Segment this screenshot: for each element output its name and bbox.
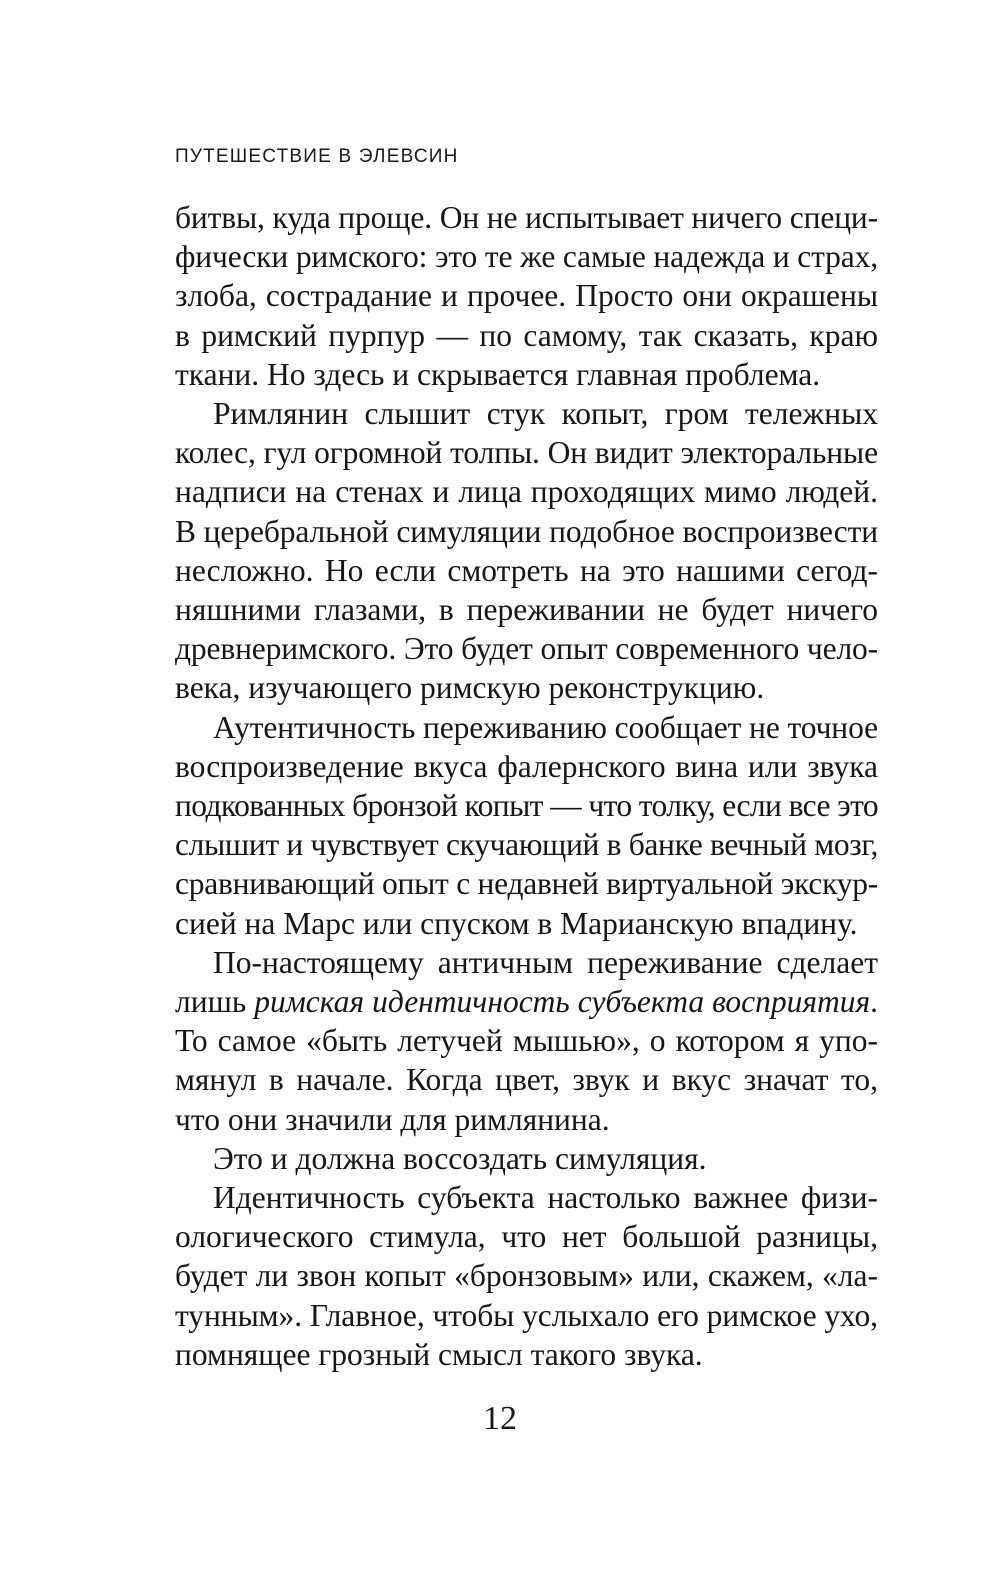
text-line: няшними глазами, в переживании не будет ничего [175,592,878,628]
text-line: злоба, сострадание и прочее. Просто они окрашены [175,278,878,314]
text-line: века, изучающего римскую реконструкцию. [175,670,765,706]
text-line: Аутентичность переживанию сообщает не точное [213,709,878,745]
text-line: тунным». Главное, чтобы услыхало его римское ухо, [175,1297,878,1333]
text-line: В церебральной симуляции подобное воспроизвести [175,513,878,549]
text-line: ологического стимула, что нет большой разницы, [175,1219,878,1255]
text-line: помнящее грозный смысл такого звука. [175,1336,703,1372]
paragraph [175,198,878,394]
text-line: колес, гул огромной толпы. Он видит электоральные [175,435,878,471]
text-line: мянул в начале. Когда цвет, звук и вкус значат то, [175,1062,878,1098]
text-line: сравнивающий опыт с недавней виртуальной экскур- [175,866,878,902]
text-line: воспроизведение вкуса фалернского вина или звука [175,748,878,784]
text-fragment: . [870,984,878,1020]
text-line: несложно. Но если смотреть на это нашими сегод- [175,552,878,588]
text-line: Это и должна воссоздать симуляция. [213,1140,707,1176]
text-line: ткани. Но здесь и скрывается главная проблема. [175,356,821,392]
text-line: сией на Марс или спуском в Марианскую впадину. [175,905,858,941]
text-line [175,982,878,1021]
text-line: что они значили для римлянина. [175,1101,610,1137]
text-line: слышит и чувствует скучающий в банке вечный мозг, [175,827,878,863]
paragraph [175,943,878,1139]
body-text [175,198,878,1374]
paragraph [175,708,878,943]
italic-emphasis: римская идентичность субъекта восприятия [254,984,871,1020]
paragraph [175,1178,878,1374]
text-line: будет ли звон копыт «бронзовым» или, скажем, «ла- [175,1258,878,1294]
text-line: подкованных бронзой копыт — что толку, если все это [175,788,878,824]
text-line: в римский пурпур — по самому, так сказать, краю [175,317,878,353]
text-line: фически римского: это те же самые надежда и страх, [175,239,878,275]
text-line: Римлянин слышит стук копыт, гром тележных [213,396,878,432]
paragraph [175,1139,878,1178]
page-number: 12 [483,1400,517,1437]
text-line: битвы, куда проще. Он не испытывает ничего специ- [175,200,878,235]
running-head: ПУТЕШЕСТВИЕ В ЭЛЕВСИН [175,146,459,167]
text-line: Идентичность субъекта настолько важнее физи- [213,1180,878,1216]
text-line: древнеримского. Это будет опыт современного чело- [175,631,879,667]
text-line: надписи на стенах и лица проходящих мимо людей. [175,474,878,510]
paragraph [175,394,878,708]
text-line: То самое «быть летучей мышью», о котором я упо- [175,1023,878,1059]
text-line: По-настоящему античным переживание сделает [213,944,878,980]
text-fragment: лишь [175,984,255,1020]
